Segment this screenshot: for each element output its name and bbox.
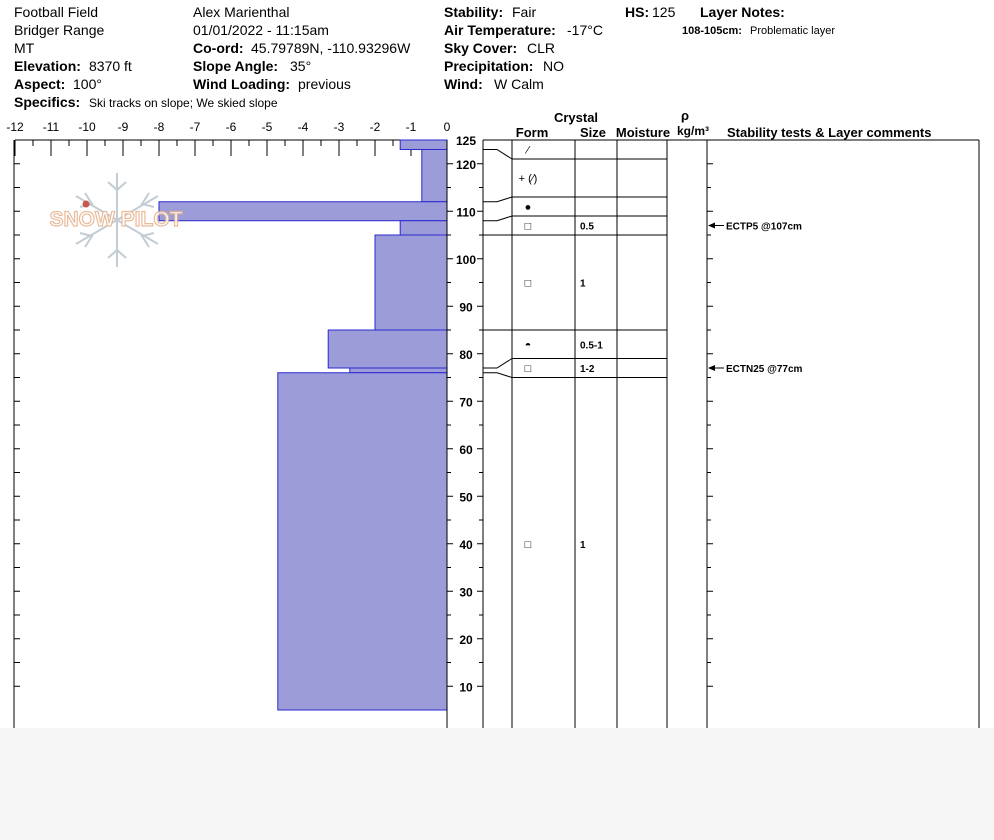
coord-value: 45.79789N, -110.93296W	[251, 40, 411, 56]
x-tick-label: -11	[42, 120, 60, 134]
hardness-bar	[159, 202, 447, 221]
layer-connector	[483, 197, 512, 202]
aspect-value: 100°	[73, 76, 102, 92]
elevation-value: 8370 ft	[89, 58, 132, 74]
tests-header: Stability tests & Layer comments	[727, 125, 932, 140]
y-tick-label: 50	[459, 490, 473, 505]
crystal-form-symbol: □	[524, 538, 532, 551]
specifics-label: Specifics:	[14, 94, 81, 110]
test-label: ECTN25 @77cm	[726, 364, 803, 375]
y-tick-label: 40	[459, 537, 473, 552]
sky-cover-value: CLR	[527, 40, 556, 56]
aspect-label: Aspect:	[14, 76, 66, 92]
hardness-bar	[400, 221, 447, 235]
location-name: Football Field	[14, 4, 99, 20]
footer-area	[0, 728, 994, 840]
crystal-table	[483, 108, 979, 728]
x-tick-label: -5	[261, 120, 273, 134]
layer-connector	[483, 150, 512, 160]
hardness-bar	[350, 368, 447, 373]
crystal-size-label: 0.5	[580, 221, 594, 233]
crystal-form-symbol: □	[524, 277, 532, 290]
y-tick-label: 30	[459, 585, 473, 600]
hardness-bar	[328, 330, 447, 368]
slope-label: Slope Angle:	[193, 58, 279, 74]
logo-text: SNOW PILOT	[49, 208, 183, 231]
x-tick-label: -10	[78, 120, 96, 134]
crystal-form-symbol: ◓	[524, 339, 532, 352]
specifics-value: Ski tracks on slope; We skied slope	[89, 96, 278, 110]
crystal-header: Crystal	[553, 110, 599, 125]
sky-cover-label: Sky Cover:	[444, 40, 518, 56]
layer-connector	[483, 359, 512, 369]
y-tick-label: 125	[455, 134, 477, 148]
form-header: Form	[515, 125, 549, 140]
layer-note-range: 108-105cm:	[682, 25, 742, 37]
x-tick-label: -8	[153, 120, 165, 134]
x-tick-label: -6	[225, 120, 237, 134]
hardness-bar	[400, 140, 447, 150]
snow-pilot-logo	[50, 173, 183, 267]
hardness-bar	[422, 150, 447, 202]
air-temp-value: -17°C	[567, 22, 603, 38]
crystal-form-symbol: □	[524, 220, 532, 233]
density-symbol: ρ	[680, 108, 690, 123]
size-header: Size	[579, 125, 607, 140]
x-tick-label: -3	[333, 120, 345, 134]
x-tick-label: -12	[6, 120, 24, 134]
precipitation-label: Precipitation:	[444, 58, 534, 74]
wind-value: W Calm	[494, 76, 544, 92]
mountain-range: Bridger Range	[14, 22, 105, 38]
y-tick-label: 100	[455, 252, 477, 267]
test-label: ECTP5 @107cm	[726, 221, 802, 233]
crystal-size-label: 1-2	[580, 364, 595, 375]
state: MT	[14, 40, 35, 56]
observation-datetime: 01/01/2022 - 11:15am	[193, 22, 329, 38]
crystal-size-label: 1	[580, 278, 586, 290]
precipitation-value: NO	[543, 58, 564, 74]
hardness-bar	[375, 235, 447, 330]
wind-label: Wind:	[444, 76, 483, 92]
test-arrow-head	[708, 223, 715, 229]
stability-label: Stability:	[444, 4, 504, 20]
crystal-form-symbol: ●	[524, 201, 532, 214]
crystal-form-symbol: ⁄	[527, 144, 529, 157]
density-unit: kg/m³	[676, 124, 710, 138]
layer-connector	[483, 216, 512, 221]
y-tick-label: 20	[459, 632, 473, 647]
y-tick-label: 70	[459, 395, 473, 410]
y-tick-label: 10	[459, 680, 473, 695]
y-tick-label: 90	[459, 300, 473, 315]
crystal-size-label: 0.5-1	[580, 340, 603, 352]
stability-value: Fair	[512, 4, 537, 20]
observer-name: Alex Marienthal	[193, 4, 290, 20]
test-arrow-head	[708, 365, 715, 371]
layer-notes-label: Layer Notes:	[700, 4, 785, 20]
y-tick-label: 110	[456, 205, 476, 220]
wind-loading-label: Wind Loading:	[193, 76, 291, 92]
hs-value: 125	[652, 4, 676, 20]
hs-label: HS:	[625, 4, 650, 20]
x-tick-label: -2	[369, 120, 381, 134]
x-tick-label: -4	[297, 120, 309, 134]
x-tick-label: -7	[189, 120, 201, 134]
layer-note-text: Problematic layer	[750, 25, 835, 37]
x-tick-label: 0	[443, 120, 451, 134]
crystal-size-label: 1	[580, 539, 586, 551]
y-tick-label: 80	[459, 347, 473, 362]
crystal-form-symbol: + (⁄)	[518, 173, 538, 185]
logo-dot	[83, 201, 90, 208]
slope-value: 35°	[290, 58, 312, 74]
elevation-label: Elevation:	[14, 58, 81, 74]
coord-label: Co-ord:	[193, 40, 244, 56]
moisture-header: Moisture	[615, 125, 671, 140]
hardness-bar	[278, 373, 447, 710]
stability-test-marks	[708, 222, 803, 376]
crystal-form-symbol: □	[524, 363, 532, 375]
x-tick-label: -1	[405, 120, 417, 134]
wind-loading-value: previous	[298, 76, 351, 92]
y-tick-label: 60	[459, 442, 473, 457]
y-tick-label: 120	[455, 157, 477, 172]
x-tick-label: -9	[117, 120, 129, 134]
layer-connector	[483, 373, 512, 378]
air-temp-label: Air Temperature:	[444, 22, 556, 38]
